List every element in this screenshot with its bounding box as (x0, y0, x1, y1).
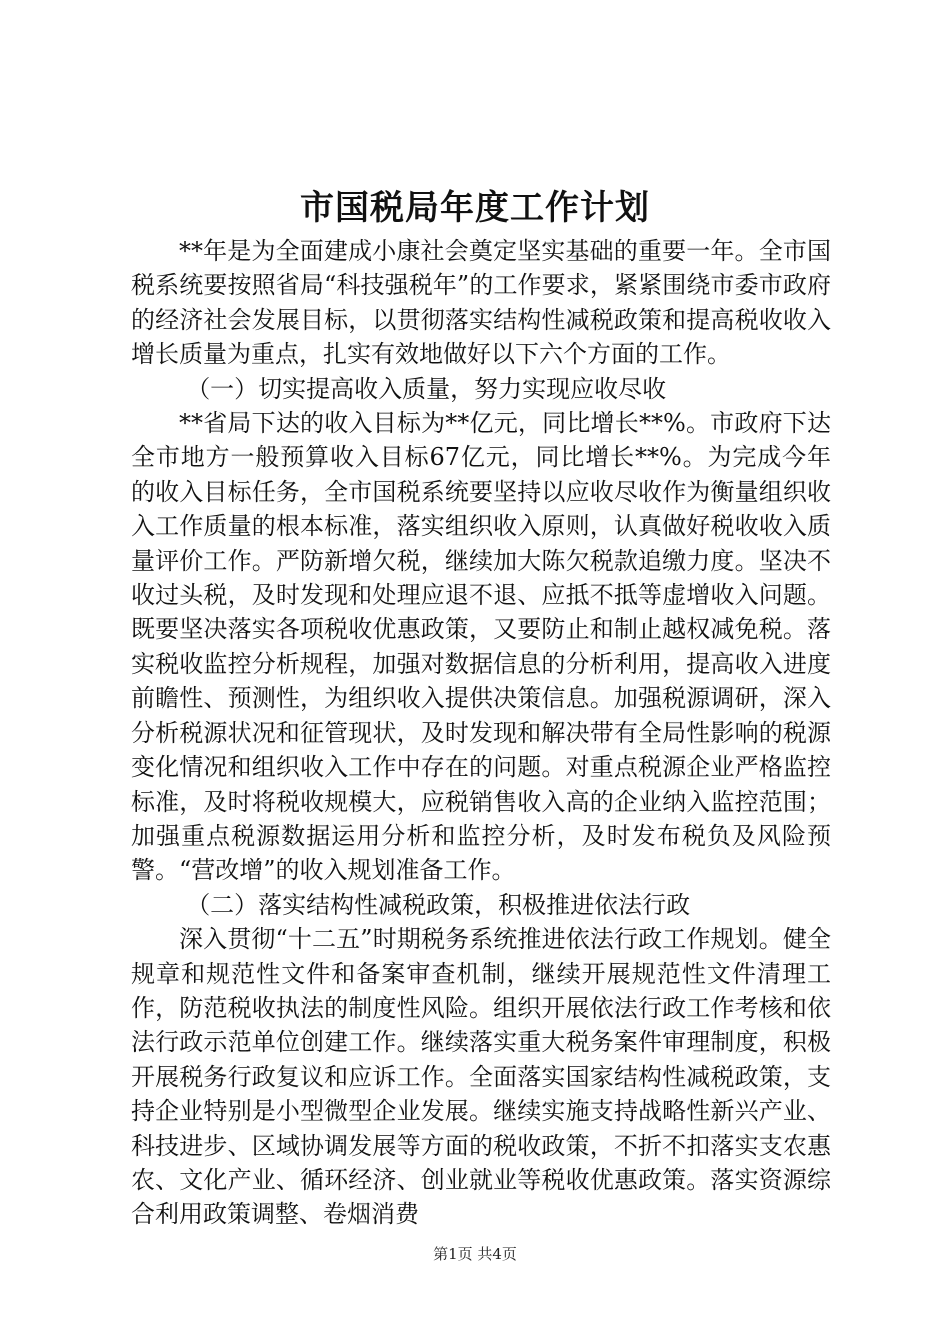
section-heading-2: （二）落实结构性减税政策，积极推进依法行政 (186, 890, 691, 919)
section-heading-1: （一）切实提高收入质量，努力实现应收尽收 (186, 374, 667, 403)
document-title: 市国税局年度工作计划 (300, 188, 650, 228)
document-body (131, 234, 831, 1232)
section-1-paragraph: **省局下达的收入目标为**亿元，同比增长**%。市政府下达全市地方一般预算收入目标67亿元，同比增长**%。为完成今年的收入目标任务，全市国税系统要坚持以应收尽收作为衡量组织收入工作质量的根本标准，落实组织收入原则，认真做好税收收入质量评价工作。严防新增欠税，继续加大陈欠税款追缴力度。坚决不收过头税，及时发现和处理应退不退、应抵不抵等虚增收入问题。既要坚决落实各项税收优惠政策，又要防止和制止越权减免税。落实税收监控分析规程，加强对数据信息的分析利用，提高收入进度前瞻性、预测性，为组织收入提供决策信息。加强税源调研，深入分析税源状况和征管现状，及时发现和解决带有全局性影响的税源变化情况和组织收入工作中存在的问题。对重点税源企业严格监控标准，及时将税收规模大，应税销售收入高的企业纳入监控范围；加强重点税源数据运用分析和监控分析，及时发布税负及风险预警。“营改增”的收入规划准备工作。 (131, 409, 831, 885)
section-2-paragraph: 深入贯彻“十二五”时期税务系统推进依法行政工作规划。健全规章和规范性文件和备案审查机制，继续开展规范性文件清理工作，防范税收执法的制度性风险。组织开展依法行政工作考核和依法行政示范单位创建工作。继续落实重大税务案件审理制度，积极开展税务行政复议和应诉工作。全面落实国家结构性减税政策，支持企业特别是小型微型企业发展。继续实施支持战略性新兴产业、科技进步、区域协调发展等方面的税收政策，不折不扣落实支农惠农、文化产业、循环经济、创业就业等税收优惠政策。落实资源综合利用政策调整、卷烟消费 (131, 925, 831, 1229)
intro-paragraph: **年是为全面建成小康社会奠定坚实基础的重要一年。全市国税系统要按照省局“科技强税年”的工作要求，紧紧围绕市委市政府的经济社会发展目标，以贯彻落实结构性减税政策和提高税收收入增长质量为重点，扎实有效地做好以下六个方面的工作。 (131, 237, 831, 369)
page-number-footer: 第1页 共4页 (433, 1245, 517, 1263)
